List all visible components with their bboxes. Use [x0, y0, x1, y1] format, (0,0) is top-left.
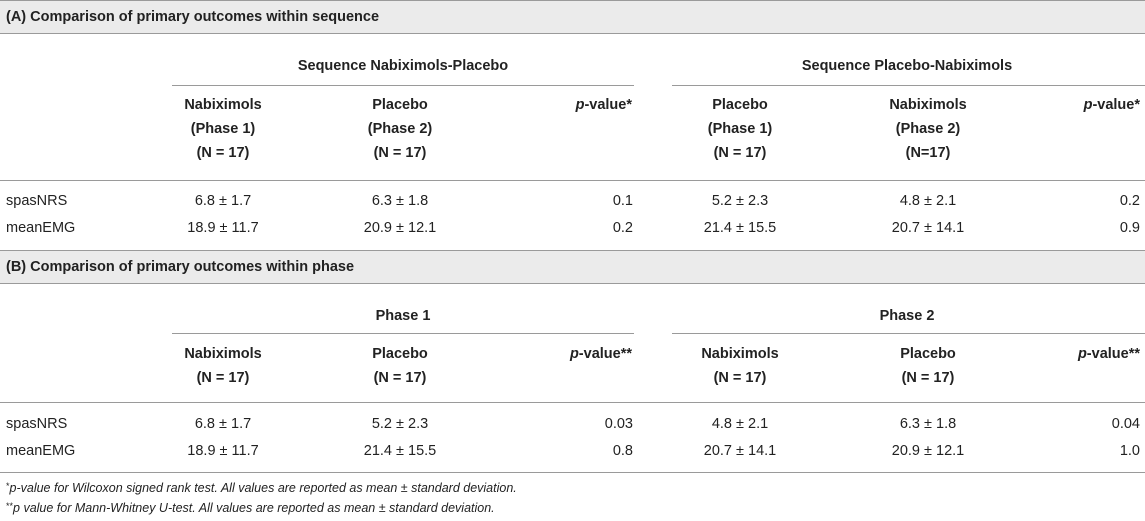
section-a-title: (A) Comparison of primary outcomes within sequence: [0, 0, 1145, 34]
cell: 0.04: [1111, 416, 1140, 432]
group-underline: [672, 333, 1145, 334]
cell: 0.9: [1119, 220, 1140, 236]
table-bottom-rule: [0, 472, 1145, 473]
cell: 0.8: [612, 443, 633, 459]
group-header-sequence-nab-plac: Sequence Nabiximols-Placebo: [297, 58, 509, 74]
cell: 21.4 ± 15.5: [363, 443, 437, 459]
header-divider: [0, 180, 1145, 181]
cell: 20.7 ± 14.1: [891, 220, 965, 236]
col-header-p-value: p-value**: [1077, 346, 1140, 362]
col-header-placebo: Placebo (N = 17): [372, 346, 428, 386]
group-header-phase1: Phase 1: [375, 308, 431, 324]
col-header-p-value: p-value**: [569, 346, 632, 362]
cell: 4.8 ± 2.1: [899, 193, 957, 209]
row-label: meanEMG: [6, 220, 76, 236]
cell: 0.03: [604, 416, 633, 432]
col-header-placebo: Placebo (N = 17): [900, 346, 956, 386]
cell: 5.2 ± 2.3: [711, 193, 769, 209]
cell: 20.9 ± 12.1: [891, 443, 965, 459]
cell: 18.9 ± 11.7: [187, 443, 259, 459]
cell: 6.3 ± 1.8: [899, 416, 957, 432]
col-header-placebo-phase1: Placebo (Phase 1) (N = 17): [707, 97, 773, 161]
cell: 18.9 ± 11.7: [187, 220, 259, 236]
group-header-phase2: Phase 2: [879, 308, 935, 324]
cell: 20.9 ± 12.1: [363, 220, 437, 236]
cell: 0.1: [612, 193, 633, 209]
cell: 6.3 ± 1.8: [371, 193, 429, 209]
col-header-nabiximols: Nabiximols (N = 17): [701, 346, 779, 386]
group-header-sequence-plac-nab: Sequence Placebo-Nabiximols: [801, 58, 1013, 74]
col-header-p-value: p-value*: [1083, 97, 1140, 113]
col-header-nabiximols-phase1: Nabiximols (Phase 1) (N = 17): [184, 97, 262, 161]
header-divider: [0, 402, 1145, 403]
cell: 21.4 ± 15.5: [703, 220, 777, 236]
footnote-mann-whitney: **p value for Mann-Whitney U-test. All values are reported as mean ± standard deviation.: [6, 501, 495, 515]
col-header-placebo-phase2: Placebo (Phase 2) (N = 17): [367, 97, 433, 161]
cell: 6.8 ± 1.7: [194, 416, 252, 432]
cell: 0.2: [612, 220, 633, 236]
cell: 20.7 ± 14.1: [703, 443, 777, 459]
footnote-wilcoxon: *p-value for Wilcoxon signed rank test. All values are reported as mean ± standard deviation.: [6, 481, 517, 495]
cell: 5.2 ± 2.3: [371, 416, 429, 432]
group-underline: [672, 85, 1145, 86]
row-label: spasNRS: [6, 193, 68, 209]
col-header-nabiximols-phase2: Nabiximols (Phase 2) (N=17): [889, 97, 967, 161]
cell: 6.8 ± 1.7: [194, 193, 252, 209]
cell: 1.0: [1119, 443, 1140, 459]
section-b-title: (B) Comparison of primary outcomes within phase: [0, 250, 1145, 284]
group-underline: [172, 333, 634, 334]
cell: 0.2: [1119, 193, 1140, 209]
group-underline: [172, 85, 634, 86]
col-header-nabiximols: Nabiximols (N = 17): [184, 346, 262, 386]
row-label: spasNRS: [6, 416, 68, 432]
row-label: meanEMG: [6, 443, 76, 459]
col-header-p-value: p-value*: [575, 97, 632, 113]
cell: 4.8 ± 2.1: [711, 416, 769, 432]
